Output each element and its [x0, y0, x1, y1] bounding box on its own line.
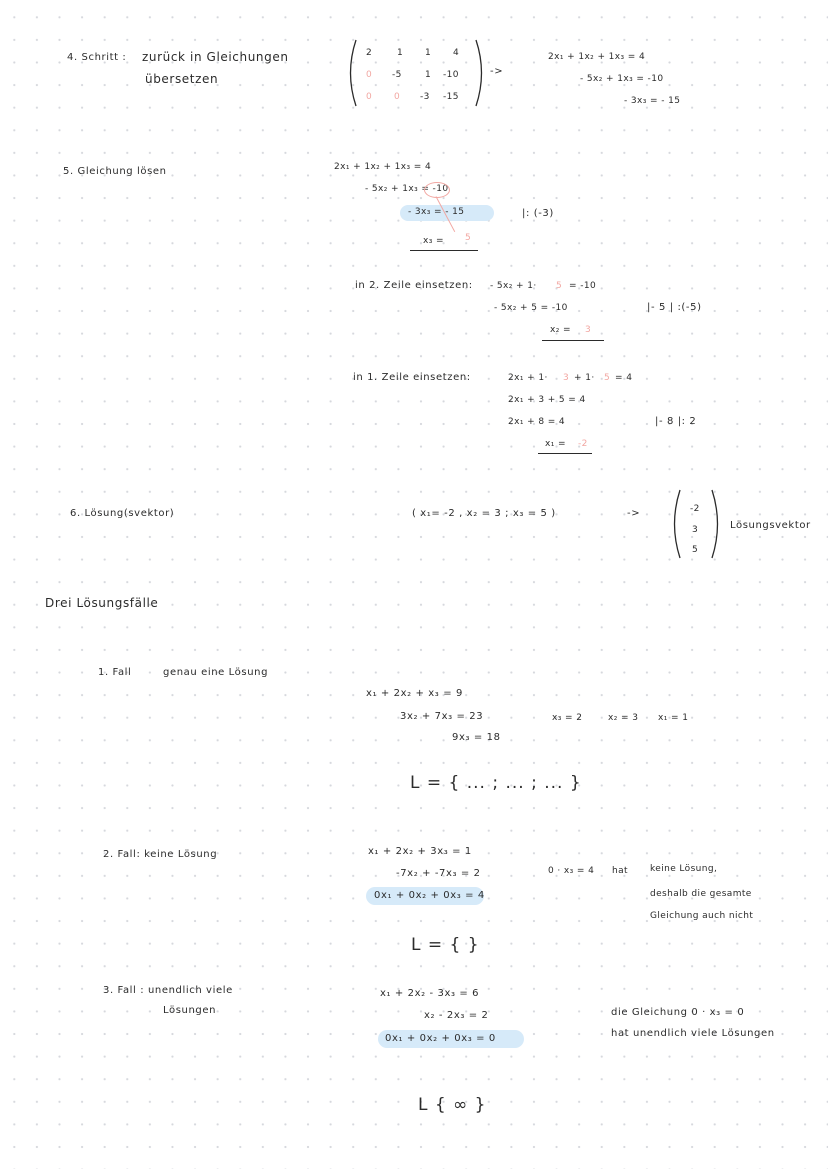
case1-solution-set: L = { ... ; ... ; ... } — [410, 773, 582, 793]
substituted-value: 5 — [604, 373, 611, 383]
vector-right-bracket — [710, 488, 724, 560]
x3-value: 5 — [465, 233, 472, 243]
substitute-row1-label: in 1. Zeile einsetzen: — [353, 372, 471, 383]
case1-equation-3: 9x₃ = 18 — [452, 732, 501, 743]
circle-mark — [424, 182, 450, 198]
solution-tuple: ( x₁= -2 , x₂ = 3 ; x₃ = 5 ) — [412, 508, 556, 519]
substitute-row2-simplified: - 5x₂ + 5 = -10 — [494, 303, 568, 313]
x2-label: x₂ = — [550, 325, 571, 335]
matrix-cell: 1 — [425, 70, 432, 80]
case1-label: 1. Fall — [98, 667, 132, 678]
case2-note-line1: keine Lösung, — [650, 864, 718, 874]
arrow-icon: -> — [490, 66, 504, 77]
substitute-row1-rhs: = 4 — [615, 373, 633, 383]
substituted-value: 3 — [563, 373, 570, 383]
x1-label: x₁ = — [545, 439, 566, 449]
case3-note-line1: die Gleichung 0 · x₃ = 0 — [611, 1007, 745, 1018]
substitute-row2-equation: - 5x₂ + 1· — [490, 281, 537, 291]
case3-solution-set: L { ∞ } — [418, 1095, 487, 1115]
substitute-row2-label: in 2. Zeile einsetzen: — [355, 280, 473, 291]
matrix-cell: -15 — [443, 92, 459, 102]
substituted-value: 5 — [556, 281, 563, 291]
matrix-cell: -5 — [392, 70, 402, 80]
result-underline — [410, 250, 478, 251]
matrix-cell: 1 — [425, 48, 432, 58]
case3-equation-3: 0x₁ + 0x₂ + 0x₃ = 0 — [385, 1033, 496, 1044]
matrix-cell: 0 — [394, 92, 401, 102]
matrix-cell: 0 — [366, 92, 373, 102]
substitute-row1-equation: 2x₁ + 1· — [508, 373, 548, 383]
case2-statement: 0 · x₃ = 4 — [548, 866, 595, 876]
case3-equation-1: x₁ + 2x₂ - 3x₃ = 6 — [380, 988, 480, 999]
arrow-icon: -> — [627, 508, 641, 519]
vector-entry: 5 — [692, 545, 699, 555]
step4-equation-3: - 3x₃ = - 15 — [624, 96, 681, 106]
substitute-row1-operation: |- 8 |: 2 — [655, 416, 697, 427]
case2-equation-2: -7x₂ + -7x₃ = 2 — [396, 868, 481, 879]
step5-operation: |: (-3) — [522, 208, 554, 219]
case3-label-line2: Lösungen — [163, 1005, 217, 1016]
substitute-row2-rhs: = -10 — [569, 281, 597, 291]
vector-entry: -2 — [690, 504, 700, 514]
result-underline — [542, 340, 604, 341]
vector-left-bracket — [668, 488, 682, 560]
matrix-cell: 1 — [397, 48, 404, 58]
step5-equation-1: 2x₁ + 1x₂ + 1x₃ = 4 — [334, 162, 432, 172]
vector-entry: 3 — [692, 525, 699, 535]
matrix-cell: -3 — [420, 92, 430, 102]
matrix-cell: 4 — [453, 48, 460, 58]
x2-value: 3 — [585, 325, 592, 335]
substitute-row1-line2: 2x₁ + 3 + 5 = 4 — [508, 395, 586, 405]
matrix-cell: 2 — [366, 48, 373, 58]
vector-label: Lösungsvektor — [730, 520, 811, 531]
case1-description: genau eine Lösung — [163, 667, 269, 678]
case2-hat: hat — [612, 866, 628, 876]
step5-equation-3: - 3x₃ = - 15 — [408, 207, 465, 217]
case1-equation-2: 3x₂ + 7x₃ = 23 — [400, 711, 484, 722]
case2-equation-3: 0x₁ + 0x₂ + 0x₃ = 4 — [374, 890, 485, 901]
substitute-row1-plus: + 1· — [574, 373, 595, 383]
case2-note-line2: deshalb die gesamte — [650, 889, 752, 899]
case2-solution-set: L = { } — [411, 935, 480, 955]
substitute-row1-line3: 2x₁ + 8 = 4 — [508, 417, 566, 427]
matrix-cell: 0 — [366, 70, 373, 80]
step4-equation-2: - 5x₂ + 1x₃ = -10 — [580, 74, 664, 84]
case2-equation-1: x₁ + 2x₂ + 3x₃ = 1 — [368, 846, 472, 857]
case2-label: 2. Fall: keine Lösung — [103, 849, 218, 860]
case1-solution-x3: x₃ = 2 — [552, 713, 583, 723]
cases-heading: Drei Lösungsfälle — [45, 596, 159, 610]
matrix-left-bracket — [344, 38, 358, 108]
case3-note-line2: hat unendlich viele Lösungen — [611, 1028, 775, 1039]
step5-label: 5. Gleichung lösen — [63, 166, 167, 177]
substitute-row2-operation: |- 5 | :(-5) — [647, 302, 702, 313]
step6-label: 6. Lösung(svektor) — [70, 508, 175, 519]
case1-solution-x1: x₁ = 1 — [658, 713, 689, 723]
case3-equation-2: x₂ - 2x₃ = 2 — [424, 1010, 489, 1021]
case3-label-line1: 3. Fall : unendlich viele — [103, 985, 233, 996]
matrix-right-bracket — [474, 38, 488, 108]
case1-solution-x2: x₂ = 3 — [608, 713, 639, 723]
result-underline — [538, 453, 592, 454]
step4-desc-line2: übersetzen — [145, 72, 219, 86]
x3-label: x₃ = — [423, 236, 444, 246]
matrix-cell: -10 — [443, 70, 459, 80]
x1-value: -2 — [578, 439, 588, 449]
case2-note-line3: Gleichung auch nicht — [650, 911, 754, 921]
step4-desc-line1: zurück in Gleichungen — [142, 50, 289, 64]
step4-equation-1: 2x₁ + 1x₂ + 1x₃ = 4 — [548, 52, 646, 62]
step4-label: 4. Schritt : — [67, 52, 127, 63]
step5-equation-2: - 5x₂ + 1x₃ = -10 — [365, 184, 449, 194]
case1-equation-1: x₁ + 2x₂ + x₃ = 9 — [366, 688, 463, 699]
